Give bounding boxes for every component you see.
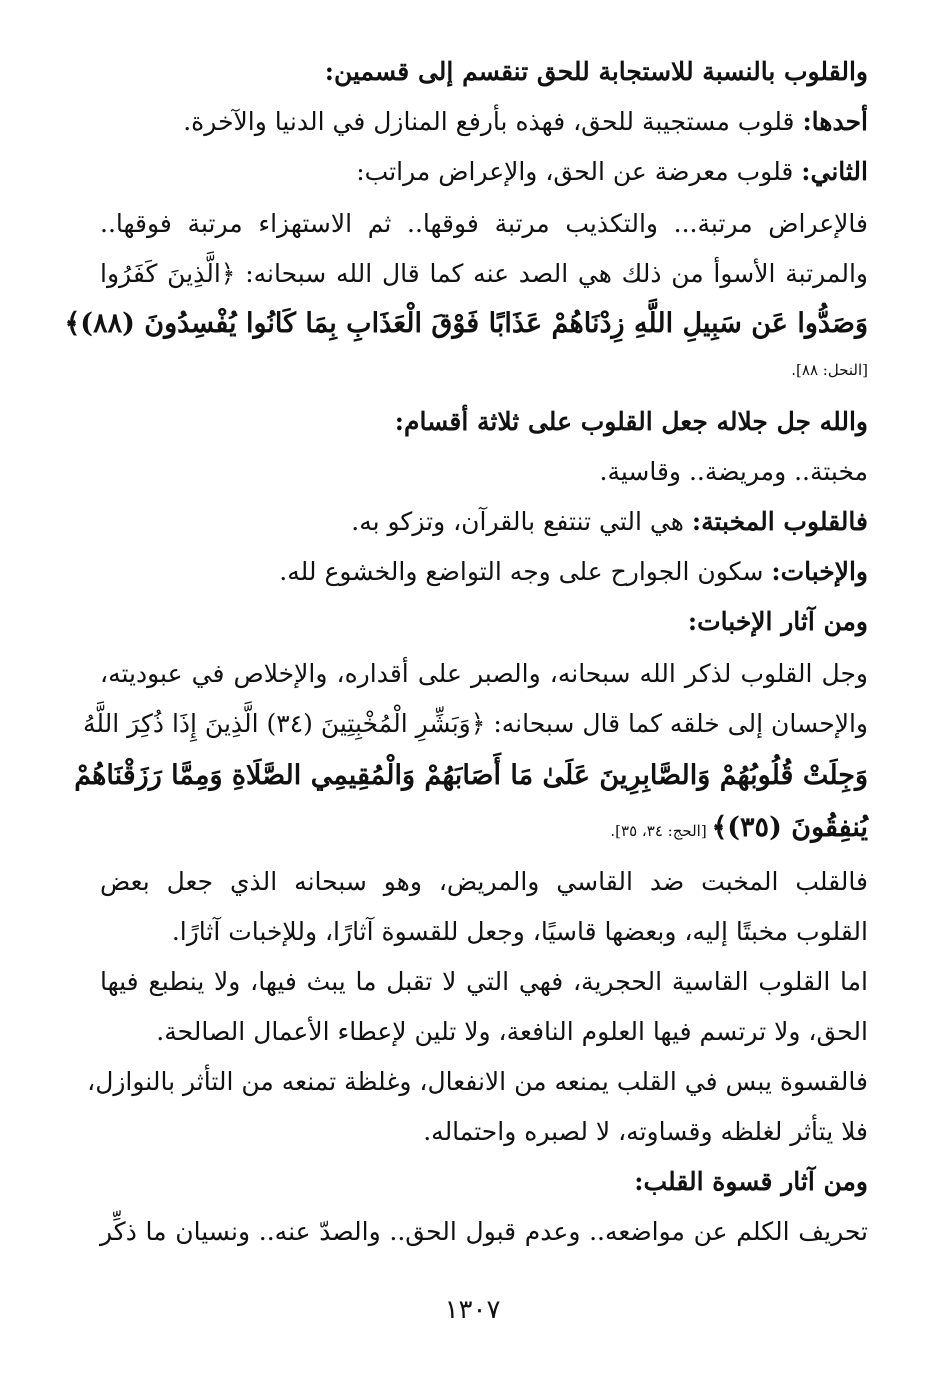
line-text: وَجِلَتْ قُلُوبُهُمْ وَالصَّابِرِينَ عَلَىٰ مَا أَصَابَهُمْ وَالْمُقِيمِي الصَّلَاةِ وَمِمَّا رَزَقْنَاهُمْ — [74, 760, 868, 791]
paragraph-line — [87, 1062, 868, 1102]
paragraph-line — [100, 912, 868, 952]
quran-verse-end — [100, 808, 868, 851]
paragraph-line — [100, 654, 868, 694]
paragraph-line — [100, 962, 868, 1002]
verse-reference: [الحج: ٣٤، ٣٥]. — [610, 822, 712, 840]
line-text: فلا يتأثر لغلظه وقساوته، لا لصبره واحتماله. — [423, 1117, 868, 1146]
line-text: فالإعراض مرتبة... والتكذيب مرتبة فوقها.. ثم الاستهزاء مرتبة فوقها.. — [100, 209, 868, 238]
line-text: والله جل جلاله جعل القلوب على ثلاثة أقسام: — [394, 407, 868, 436]
line-text: فالقسوة يبس في القلب يمنعه من الانفعال، وغلظة تمنعه من التأثر بالنوازل، — [87, 1067, 868, 1096]
quran-verse-line — [64, 304, 868, 344]
line-text: وجل القلوب لذكر الله سبحانه، والصبر على أقداره، والإخلاص في عبوديته، — [100, 659, 868, 688]
line-text: ومن آثار قسوة القلب: — [634, 1167, 868, 1196]
line-text: والمرتبة الأسوأ من ذلك هي الصد عنه كما قال الله سبحانه: ﴿الَّذِينَ كَفَرُوا — [100, 259, 868, 288]
line-text: ومن آثار الإخبات: — [687, 607, 868, 636]
verse-reference — [791, 358, 868, 382]
paragraph-second-kind — [100, 152, 868, 192]
verse-text: يُنفِقُونَ (٣٥)﴾ — [711, 812, 868, 843]
line-text: والقلوب بالنسبة للاستجابة للحق تنقسم إلى قسمين: — [324, 57, 868, 86]
page-number: ١٣٠٧ — [444, 1295, 501, 1325]
paragraph-humility-definition — [100, 552, 868, 592]
paragraph-line — [100, 1012, 868, 1052]
heading-hardness-effects — [100, 1162, 868, 1202]
paragraph-line — [100, 1112, 868, 1152]
heading-humility-effects — [100, 602, 868, 642]
heading-response-division — [100, 52, 868, 92]
line-text: والإحسان إلى خلقه كما قال سبحانه: ﴿وَبَشِّرِ الْمُخْبِتِينَ (٣٤) الَّذِينَ إِذَا ذُكِرَ اللَّهُ — [82, 709, 868, 738]
line-text: تحريف الكلم عن مواضعه.. وعدم قبول الحق.. والصدّ عنه.. ونسيان ما ذكِّر — [100, 1217, 868, 1246]
paragraph-line — [100, 452, 868, 492]
paragraph-first-kind — [100, 102, 868, 142]
line-text: قلوب مستجيبة للحق، فهذه بأرفع المنازل في الدنيا والآخرة. — [183, 107, 803, 136]
line-text: فالقلب المخبت ضد القاسي والمريض، وهو سبحانه الذي جعل بعض — [100, 867, 868, 896]
heading-three-kinds — [100, 402, 868, 442]
line-text: هي التي تنتفع بالقرآن، وتزكو به. — [351, 507, 692, 536]
line-text: اما القلوب القاسية الحجرية، فهي التي لا تقبل ما يبث فيها، ولا ينطبع فيها — [100, 967, 868, 996]
paragraph-line — [100, 204, 868, 244]
paragraph-humble-hearts — [100, 502, 868, 542]
page-body — [64, 40, 868, 1330]
paragraph-line — [100, 862, 868, 902]
line-text: الحق، ولا ترتسم فيها العلوم النافعة، ولا تلين لإعطاء الأعمال الصالحة. — [156, 1017, 868, 1046]
term-label: أحدها: — [802, 107, 868, 136]
line-text: سكون الجوارح على وجه التواضع والخشوع لله. — [279, 557, 772, 586]
line-text: مخبتة.. ومريضة.. وقاسية. — [599, 457, 868, 486]
paragraph-line — [82, 704, 868, 744]
line-text: وَصَدُّوا عَن سَبِيلِ اللَّهِ زِدْنَاهُمْ عَذَابًا فَوْقَ الْعَذَابِ بِمَا كَانُوا يُفْسِدُونَ (٨٨)﴾ — [64, 308, 868, 339]
quran-verse-line — [74, 756, 868, 796]
line-text: قلوب معرضة عن الحق، والإعراض مراتب: — [356, 157, 802, 186]
paragraph-line — [100, 1212, 868, 1252]
term-label: الثاني: — [801, 157, 868, 186]
line-text: القلوب مخبتًا إليه، وبعضها قاسيًا، وجعل للقسوة آثارًا، وللإخبات آثارًا. — [171, 917, 868, 946]
term-label: والإخبات: — [771, 557, 868, 586]
term-label: فالقلوب المخبتة: — [691, 507, 868, 536]
line-text: [النحل: ٨٨]. — [791, 361, 868, 379]
paragraph-line — [100, 254, 868, 294]
